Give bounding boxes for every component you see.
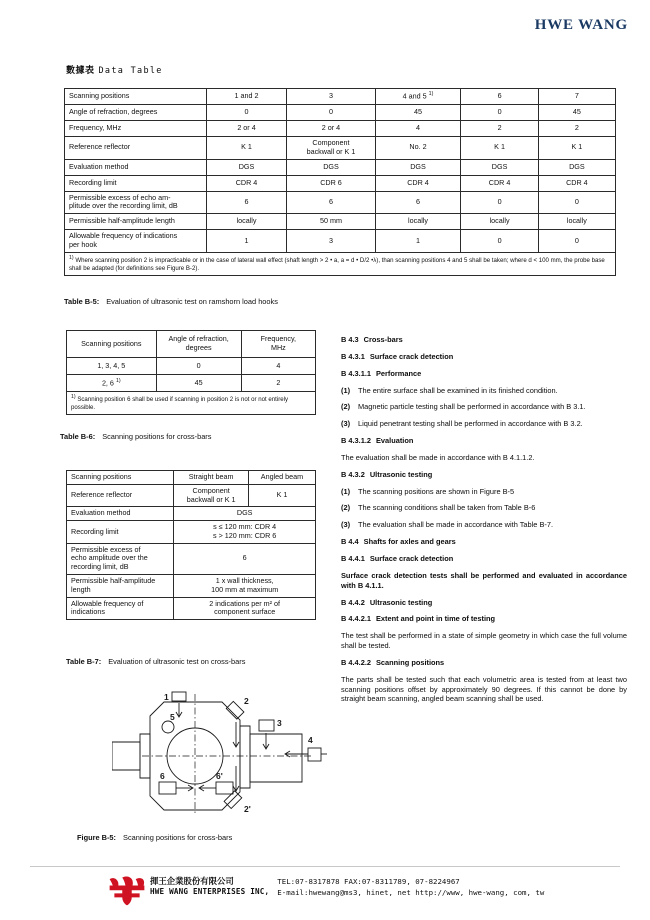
table-cell: locally	[206, 214, 287, 230]
table-row	[65, 105, 616, 121]
figure-label-4: 4	[308, 735, 313, 745]
table-b5-caption-text: Evaluation of ultrasonic test on ramshorn load hooks	[106, 297, 278, 306]
section-heading	[341, 335, 627, 345]
figure-label-6: 6	[160, 771, 165, 781]
figure-label-2p: 2'	[244, 804, 251, 814]
table-row-label: Evaluation method	[67, 507, 174, 521]
table-row	[67, 543, 316, 574]
table-b7-caption-text: Evaluation of ultrasonic test on cross-bars	[108, 657, 246, 666]
section-heading	[341, 614, 627, 624]
table-column-header: Angle of refraction, degrees	[156, 331, 241, 358]
section-heading-text: Performance	[376, 368, 422, 378]
table-cell: Component backwall or K 1	[287, 137, 375, 160]
figure-b5-caption-label: Figure B-5:	[77, 833, 117, 842]
table-row-label: Allowable frequency of indications per hook	[65, 230, 207, 253]
section-heading-text: Ultrasonic testing	[369, 469, 433, 479]
numbered-paragraph	[341, 419, 627, 429]
numbered-paragraph	[341, 503, 627, 513]
table-cell: 1	[206, 230, 287, 253]
body-text-column	[341, 335, 627, 711]
table-cell: Component backwall or K 1	[174, 484, 249, 507]
table-row-label: Permissible excess of echo am- plitude over the recording limit, dB	[65, 191, 207, 214]
table-b5-container	[64, 88, 616, 276]
table-row-label: Allowable frequency of indications	[67, 597, 174, 620]
table-b6-caption-text: Scanning positions for cross-bars	[102, 432, 212, 441]
table-cell: 3	[287, 89, 375, 105]
section-heading	[341, 369, 627, 379]
section-number: B 4.3.2	[341, 469, 365, 479]
table-cell: 4	[241, 358, 315, 375]
table-cell: locally	[538, 214, 615, 230]
table-cell: 2 or 4	[287, 121, 375, 137]
paragraph: The evaluation shall be made in accordance with B 4.1.1.2.	[341, 452, 535, 462]
paragraph-text: The evaluation shall be made in accordance with Table B-7.	[358, 520, 554, 530]
table-cell: 3	[287, 230, 375, 253]
paragraph: The parts shall be tested such that each volumetric area is tested from at least two scanning positions offset by approximately 90 degrees. If this cannot be done by straight beam scanning, angled beam scanning shall be used.	[341, 674, 627, 704]
page-title-cjk: 數據表	[66, 66, 95, 76]
section-heading	[341, 352, 627, 362]
paragraph: Surface crack detection tests shall be performed and evaluated in accordance with B 4.1.1.	[341, 570, 627, 590]
section-number: B 4.4.2.1	[341, 614, 371, 624]
table-cell: 2	[538, 121, 615, 137]
table-cell: K 1	[206, 137, 287, 160]
table-cell: No. 2	[375, 137, 461, 160]
table-cell: locally	[375, 214, 461, 230]
table-cell: 6	[174, 543, 316, 574]
table-cell: 0	[156, 358, 241, 375]
table-b6-container	[66, 330, 316, 415]
table-row-label: Scanning positions	[65, 89, 207, 105]
table-row	[65, 159, 616, 175]
table-row	[65, 89, 616, 105]
numbered-paragraph	[341, 402, 627, 412]
section-number: B 4.3.1.2	[341, 436, 371, 446]
figure-label-1: 1	[164, 692, 169, 702]
table-cell: 2, 6 $^{1)}$	[67, 375, 157, 392]
table-row-label: Angle of refraction, degrees	[65, 105, 207, 121]
paragraph: The test shall be performed in a state of simple geometry in which case the full volume shall be tested.	[341, 631, 627, 651]
numbered-paragraph	[341, 520, 627, 530]
section-heading	[341, 470, 627, 480]
section-number: B 4.3.1.1	[341, 368, 371, 378]
paragraph-number: (3)	[341, 520, 351, 530]
footer-tel-fax: TEL:07-8317878 FAX:07-8311789, 07-8224967	[277, 877, 460, 886]
section-heading	[341, 554, 627, 564]
table-b5-caption-label: Table B-5:	[64, 297, 100, 306]
table-cell: CDR 4	[538, 175, 615, 191]
hwe-wang-logo-icon	[108, 876, 146, 906]
table-row-label: Frequency, MHz	[65, 121, 207, 137]
table-cell: 0	[461, 105, 538, 121]
table-cell: 7	[538, 89, 615, 105]
section-number: B 4.4.2	[341, 597, 365, 607]
table-row	[67, 597, 316, 620]
table-b6-footnote: 1) Scanning position 6 shall be used if scanning in position 2 is not or not entirely possible.	[67, 392, 316, 415]
paragraph-text: The entire surface shall be examined in its finished condition.	[358, 385, 558, 395]
page-title-en: Data Table	[98, 66, 163, 76]
section-number: B 4.4.1	[341, 553, 365, 563]
footer-email-web: E-mail:hwewang@ms3, hinet, net http://www, hwe-wang, com, tw	[277, 888, 545, 898]
table-cell: locally	[461, 214, 538, 230]
figure-b5-caption	[77, 833, 232, 842]
section-heading-text: Shafts for axles and gears	[363, 537, 456, 547]
page-title	[66, 63, 163, 76]
section-heading	[341, 598, 627, 608]
company-logo-text: HWE WANG	[534, 17, 628, 33]
table-row	[65, 191, 616, 214]
table-row	[65, 137, 616, 160]
numbered-paragraph	[341, 487, 627, 497]
table-cell: DGS	[538, 159, 615, 175]
table-b5-footnote: 1) Where scanning position 2 is impracticable or in the case of lateral wall effect (shaft length > 2 • a, a = d • D/2 •λ), than scanning positions 4 and 5 shall be taken; where d < 100 mm, the probe base shall be adapted (for definitions see Figure B-2).	[65, 252, 616, 275]
table-row	[67, 375, 316, 392]
table-cell: DGS	[461, 159, 538, 175]
figure-label-2: 2	[244, 696, 249, 706]
table-cell: DGS	[174, 507, 316, 521]
table-cell: CDR 4	[375, 175, 461, 191]
section-heading	[341, 658, 627, 668]
table-cell: 1 x wall thickness, 100 mm at maximum	[174, 575, 316, 598]
table-b6-caption	[60, 432, 211, 441]
table-cell: DGS	[375, 159, 461, 175]
table-cell: 0	[461, 230, 538, 253]
figure-label-3: 3	[277, 718, 282, 728]
section-heading-text: Scanning positions	[376, 657, 445, 667]
paragraph-text: The scanning conditions shall be taken from Table B-6	[358, 503, 536, 513]
paragraph-number: (2)	[341, 402, 351, 412]
table-cell: 45	[538, 105, 615, 121]
figure-b5-drawing	[112, 690, 327, 815]
table-cell: 45	[156, 375, 241, 392]
section-number: B 4.4	[341, 537, 359, 547]
table-cell: s ≤ 120 mm: CDR 4 s > 120 mm: CDR 6	[174, 521, 316, 544]
table-b6-caption-label: Table B-6:	[60, 432, 96, 441]
paragraph-text: Liquid penetrant testing shall be performed in accordance with B 3.2.	[358, 419, 583, 429]
table-row	[67, 358, 316, 375]
table-row	[67, 575, 316, 598]
table-footnote-row	[65, 252, 616, 275]
footer-divider	[30, 866, 620, 867]
section-heading	[341, 537, 627, 547]
figure-label-5: 5	[170, 712, 175, 722]
table-cell: 2	[241, 375, 315, 392]
table-cell: Angled beam	[248, 471, 315, 485]
paragraph-number: (1)	[341, 486, 351, 496]
table-cell: 2 indications per m² of component surface	[174, 597, 316, 620]
table-cell: 1 and 2	[206, 89, 287, 105]
footer	[108, 876, 544, 906]
section-heading-text: Ultrasonic testing	[369, 597, 433, 607]
table-header-row	[67, 331, 316, 358]
table-row-label: Permissible excess of echo amplitude over the recording limit, dB	[67, 543, 174, 574]
table-cell: 45	[375, 105, 461, 121]
table-cell: CDR 6	[287, 175, 375, 191]
table-row	[67, 471, 316, 485]
table-row	[65, 230, 616, 253]
table-cell: 0	[287, 105, 375, 121]
table-cell: 1	[375, 230, 461, 253]
table-b5-caption	[64, 297, 278, 306]
table-row	[65, 121, 616, 137]
table-row-label: Scanning positions	[67, 471, 174, 485]
figure-label-6p: 6'	[216, 771, 223, 781]
section-heading	[341, 436, 627, 446]
table-cell: 4	[375, 121, 461, 137]
table-b7	[66, 470, 316, 620]
paragraph-text: Magnetic particle testing shall be performed in accordance with B 3.1.	[358, 402, 586, 412]
figure-b5-caption-text: Scanning positions for cross-bars	[123, 833, 233, 842]
numbered-paragraph	[341, 386, 627, 396]
table-b7-container	[66, 470, 316, 620]
section-number: B 4.4.2.2	[341, 657, 371, 667]
table-b5	[64, 88, 616, 276]
table-cell: 6	[375, 191, 461, 214]
figure-b5	[112, 690, 327, 815]
section-heading-text: Surface crack detection	[369, 553, 454, 563]
table-cell: CDR 4	[206, 175, 287, 191]
table-cell: 0	[538, 191, 615, 214]
table-cell: K 1	[538, 137, 615, 160]
table-row	[67, 521, 316, 544]
table-cell: CDR 4	[461, 175, 538, 191]
section-heading-text: Cross-bars	[363, 335, 403, 344]
section-heading-text: Extent and point in time of testing	[376, 614, 496, 624]
table-cell: K 1	[248, 484, 315, 507]
table-b7-caption-label: Table B-7:	[66, 657, 102, 666]
table-cell: K 1	[461, 137, 538, 160]
paragraph-number: (2)	[341, 503, 351, 513]
footer-contact	[277, 876, 544, 898]
table-row-label: Permissible half-amplitude length	[65, 214, 207, 230]
table-cell: 0	[206, 105, 287, 121]
section-heading-text: Evaluation	[376, 436, 414, 446]
table-cell: 2 or 4	[206, 121, 287, 137]
table-row	[67, 484, 316, 507]
table-row-label: Reference reflector	[65, 137, 207, 160]
table-b7-caption	[66, 657, 245, 666]
table-footnote-row	[67, 392, 316, 415]
table-row-label: Recording limit	[65, 175, 207, 191]
paragraph-text: The scanning positions are shown in Figure B-5	[358, 486, 515, 496]
section-number: B 4.3	[341, 335, 359, 344]
section-heading-text: Surface crack detection	[369, 351, 454, 361]
table-cell: 1, 3, 4, 5	[67, 358, 157, 375]
table-cell: 4 and 5 $^{1)}$	[375, 89, 461, 105]
table-row-label: Reference reflector	[67, 484, 174, 507]
table-b6	[66, 330, 316, 415]
section-number: B 4.3.1	[341, 351, 365, 361]
table-row	[65, 214, 616, 230]
footer-company-en: HWE WANG ENTERPRISES INC,	[150, 887, 270, 897]
footer-company-cjk: 揮王企業股份有限公司	[150, 876, 234, 886]
table-row-label: Recording limit	[67, 521, 174, 544]
table-cell: 0	[461, 191, 538, 214]
table-row	[67, 507, 316, 521]
table-cell: 6	[206, 191, 287, 214]
table-cell: DGS	[287, 159, 375, 175]
table-cell: DGS	[206, 159, 287, 175]
table-column-header: Scanning positions	[67, 331, 157, 358]
table-cell: 6	[461, 89, 538, 105]
table-row	[65, 175, 616, 191]
table-cell: Straight beam	[174, 471, 249, 485]
table-column-header: Frequency, MHz	[241, 331, 315, 358]
paragraph-number: (1)	[341, 385, 351, 395]
paragraph-number: (3)	[341, 419, 351, 429]
table-row-label: Permissible half-amplitude length	[67, 575, 174, 598]
table-cell: 2	[461, 121, 538, 137]
table-row-label: Evaluation method	[65, 159, 207, 175]
table-cell: 0	[538, 230, 615, 253]
table-cell: 50 mm	[287, 214, 375, 230]
footer-company-names	[150, 876, 269, 897]
table-cell: 6	[287, 191, 375, 214]
